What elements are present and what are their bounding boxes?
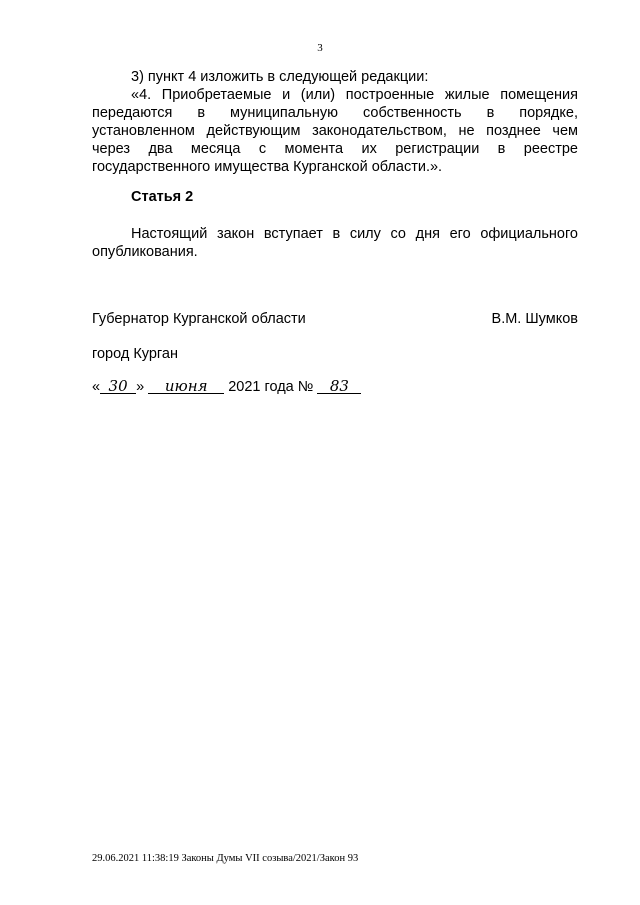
date-day: 30 — [100, 379, 136, 394]
open-quote: « — [92, 379, 101, 395]
quote-line-5: государственного имущества Курганской области.». — [92, 159, 443, 175]
quote-line-4: через два месяца с момента их регистрации в реестре — [92, 141, 578, 157]
quote-line-2: передаются в муниципальную собственность в порядке, — [92, 105, 578, 121]
footer-stamp: 29.06.2021 11:38:19 Законы Думы VII созыва/2021/Закон 93 — [92, 853, 359, 864]
date-year: 2021 года № — [228, 379, 314, 395]
governor-name: В.М. Шумков — [491, 311, 578, 327]
date-month: июня — [148, 379, 224, 394]
page-number: 3 — [317, 42, 323, 54]
article2-line-1: Настоящий закон вступает в силу со дня его официального — [131, 226, 578, 242]
date-line — [92, 378, 392, 396]
close-quote: » — [136, 379, 145, 395]
governor-title: Губернатор Курганской области — [92, 311, 306, 327]
article-heading: Статья 2 — [131, 189, 194, 205]
quote-line-1: «4. Приобретаемые и (или) построенные жилые помещения — [131, 87, 578, 103]
item-3-intro: 3) пункт 4 изложить в следующей редакции: — [131, 69, 429, 85]
quote-line-3: установленном действующим законодательством, не позднее чем — [92, 123, 578, 139]
article2-line-2: опубликования. — [92, 244, 198, 260]
law-number: 83 — [317, 379, 361, 394]
city-name: город Курган — [92, 346, 178, 362]
